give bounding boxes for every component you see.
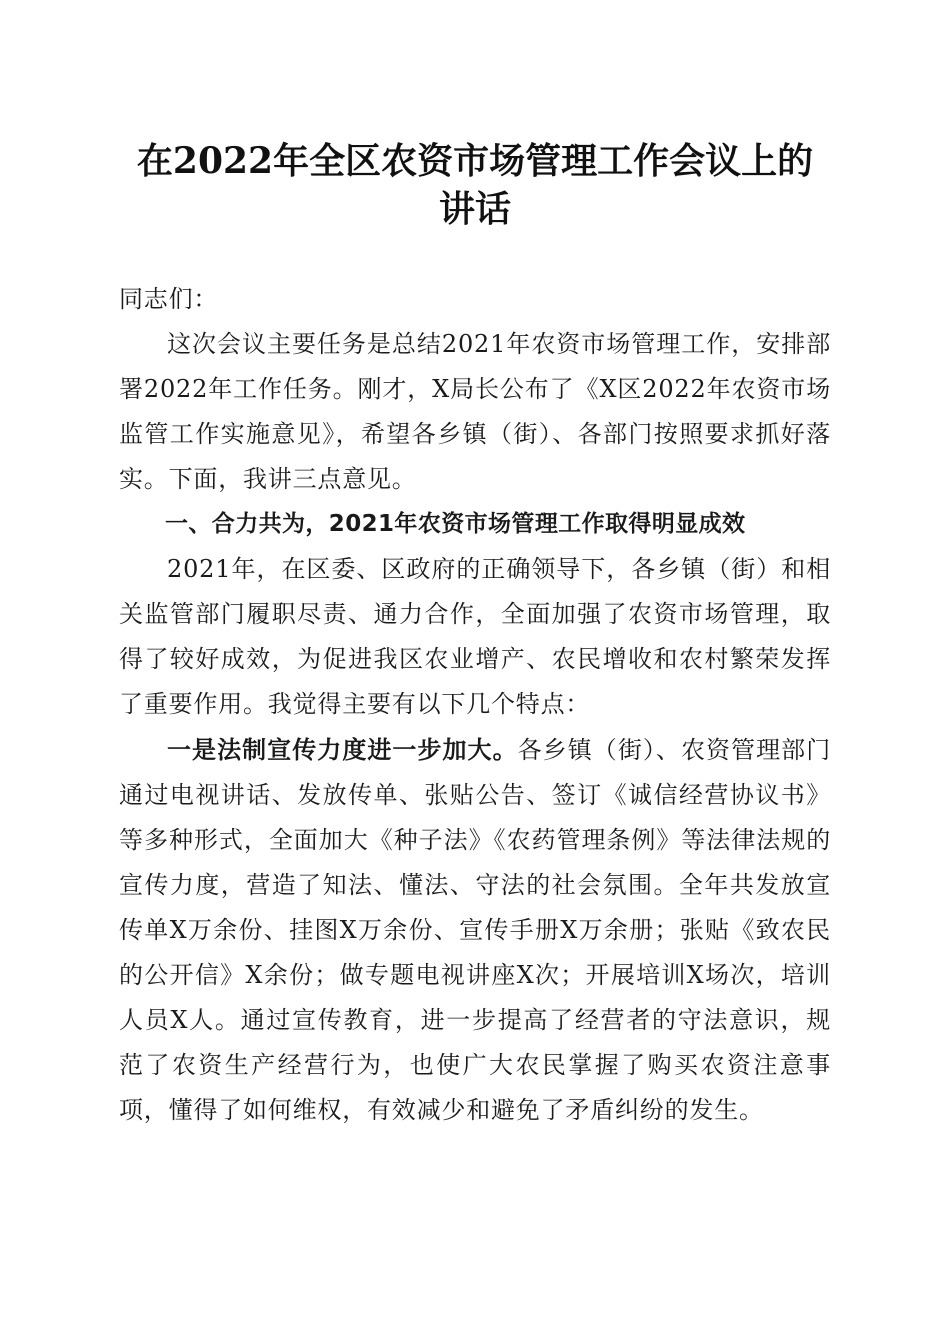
section-1-paragraph: 2021年，在区委、区政府的正确领导下，各乡镇（街）和相关监管部门履职尽责、通力合作，全面加强了农资市场管理，取得了较好成效，为促进我区农业增产、农民增收和农村繁荣发挥了重要作用。我觉得主要有以下几个特点：	[119, 555, 831, 718]
salutation: 同志们：	[119, 285, 219, 313]
intro-paragraph: 这次会议主要任务是总结2021年农资市场管理工作，安排部署2022年工作任务。刚才，X局长公布了《X区2022年农资市场监管工作实施意见》，希望各乡镇（街）、各部门按照要求抓好落实。下面，我讲三点意见。	[119, 330, 831, 493]
document-body	[119, 277, 831, 1133]
document-title: 在2022年全区农资市场管理工作会议上的讲话	[136, 140, 814, 230]
section-heading-1: 一、合力共为，2021年农资市场管理工作取得明显成效	[165, 511, 746, 537]
point-1-lead: 一是法制宣传力度进一步加大。	[167, 735, 518, 764]
point-1-paragraph	[119, 727, 831, 1133]
point-1-text: 各乡镇（街）、农资管理部门通过电视讲话、发放传单、张贴公告、签订《诚信经营协议书》等多种形式，全面加大《种子法》《农药管理条例》等法律法规的宣传力度，营造了知法、懂法、守法的社会氛围。全年共发放宣传单X万余份、挂图X万余份、宣传手册X万余册；张贴《致农民的公开信》X余份；做专题电视讲座X次；开展培训X场次，培训人员X人。通过宣传教育，进一步提高了经营者的守法意识，规范了农资生产经营行为，也使广大农民掌握了购买农资注意事项，懂得了如何维权，有效减少和避免了矛盾纠纷的发生。	[119, 736, 831, 1124]
